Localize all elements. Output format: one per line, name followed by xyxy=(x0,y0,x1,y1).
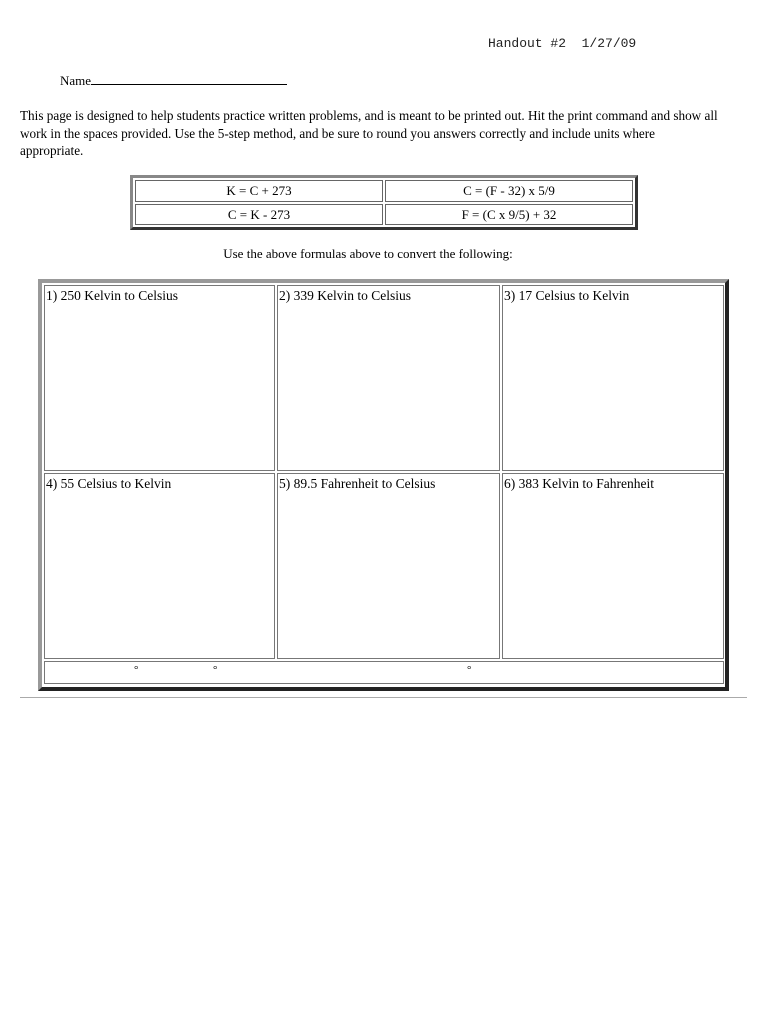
formula-c-from-f: C = (F - 32) x 5/9 xyxy=(385,180,633,202)
formula-k-from-c: K = C + 273 xyxy=(135,180,383,202)
problem-4: 4) 55 Celsius to Kelvin xyxy=(44,473,275,659)
problem-2: 2) 339 Kelvin to Celsius xyxy=(277,285,500,471)
formula-table xyxy=(130,175,638,230)
name-blank-line xyxy=(91,71,287,85)
handout-number: Handout #2 xyxy=(488,36,567,51)
degree-footer-row xyxy=(44,661,724,684)
problem-3: 3) 17 Celsius to Kelvin xyxy=(502,285,724,471)
name-label: Name xyxy=(60,73,92,88)
handout-header xyxy=(488,36,636,51)
degree-symbol: ° xyxy=(467,664,472,676)
problems-table xyxy=(38,279,729,691)
problem-6: 6) 383 Kelvin to Fahrenheit xyxy=(502,473,724,659)
name-field xyxy=(60,71,287,89)
problem-5: 5) 89.5 Fahrenheit to Celsius xyxy=(277,473,500,659)
formula-f-from-c: F = (C x 9/5) + 32 xyxy=(385,204,633,226)
handout-date: 1/27/09 xyxy=(581,36,637,51)
formula-c-from-k: C = K - 273 xyxy=(135,204,383,226)
horizontal-divider xyxy=(20,697,747,698)
degree-symbol: ° xyxy=(134,664,139,676)
problem-1: 1) 250 Kelvin to Celsius xyxy=(44,285,275,471)
degree-symbol: ° xyxy=(213,664,218,676)
instruction-text: Use the above formulas above to convert the following: xyxy=(223,246,513,261)
intro-paragraph: This page is designed to help students practice written problems, and is meant to be printed out. Hit the print command and show all work in the spaces provided. Use the 5-step method, and be sure to round you answers correctly and include units where appropriate. xyxy=(20,108,718,158)
